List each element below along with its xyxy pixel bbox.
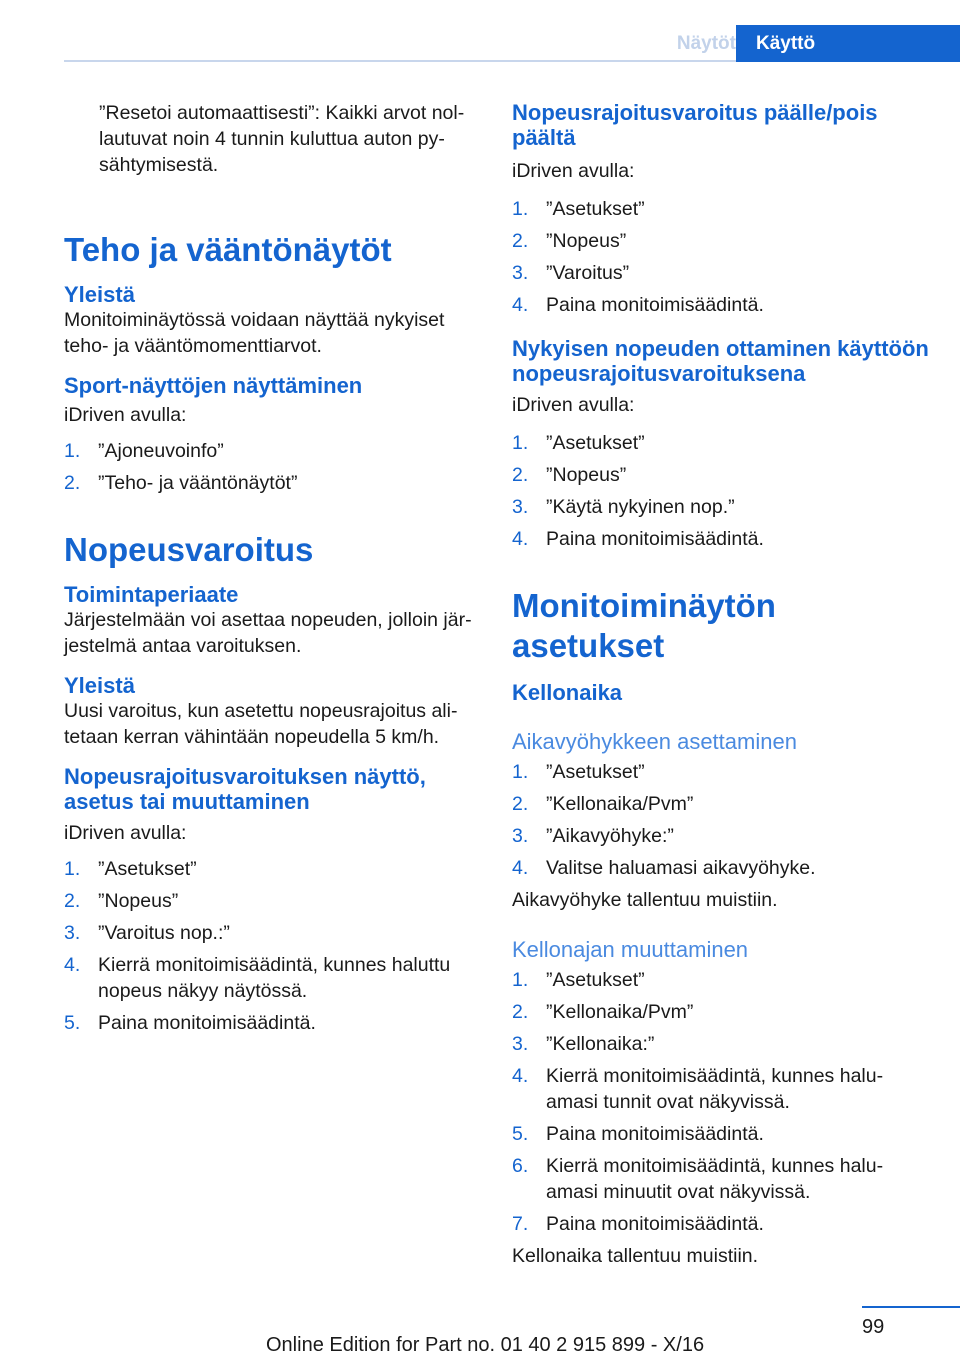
list-item: 4. Kierrä monitoimisäädintä, kunnes haluttu nopeus näkyy näytössä.: [64, 954, 451, 1002]
paragraph-teho: Monitoiminäytössä voidaan näyttää nykyiset teho- ja vääntömomenttiarvot.: [64, 309, 445, 357]
list-item: 3. ”Varoitus”: [512, 262, 630, 284]
steps-sport: [64, 438, 480, 496]
idrive-label-2: iDriven avulla:: [64, 822, 187, 844]
list-item: 4. Kierrä monitoimisäädintä, kunnes halu-amasi tunnit ovat näkyvissä.: [512, 1065, 884, 1113]
list-item: 2. ”Teho- ja vääntönäytöt”: [64, 472, 298, 494]
paragraph-yleista: Uusi varoitus, kun asetettu nopeusrajoitus ali-tetaan kerran vähintään nopeudella 5 km/h.: [64, 700, 458, 748]
steps-aikavyohyke: [512, 759, 932, 881]
tab-naytot[interactable]: Näytöt: [676, 33, 736, 54]
heading-kellonajan-muuttaminen: Kellonajan muuttaminen: [512, 937, 749, 962]
heading-yleista-1: Yleistä: [64, 282, 135, 307]
list-item: 5. Paina monitoimisäädintä.: [512, 1123, 764, 1145]
left-column: [64, 100, 480, 1042]
section-title-teho: Teho ja vääntönäytöt: [64, 231, 392, 268]
steps-kellonaika: [512, 967, 932, 1237]
list-item: 3. ”Aikavyöhyke:”: [512, 825, 674, 847]
edition-text: Online Edition for Part no. 01 40 2 915 899 - X/16: [266, 1334, 705, 1356]
steps-nopeusvaroitus: [64, 856, 480, 1036]
list-item: 1. ”Asetukset”: [512, 761, 645, 783]
note-aikavyohyke: Aikavyöhyke tallentuu muistiin.: [512, 889, 778, 911]
list-item: 2. ”Nopeus”: [512, 464, 627, 486]
heading-aikavyohyke: Aikavyöhykkeen asettaminen: [512, 729, 797, 754]
footer-rule: [862, 1306, 960, 1308]
list-item: 2. ”Kellonaika/Pvm”: [512, 793, 694, 815]
note-kellonaika: Kellonaika tallentuu muistiin.: [512, 1245, 759, 1267]
idrive-label-1: iDriven avulla:: [64, 404, 187, 426]
steps-nykyinen-nopeus: [512, 430, 932, 552]
list-item: 4. Paina monitoimisäädintä.: [512, 528, 764, 550]
list-item: 7. Paina monitoimisäädintä.: [512, 1213, 764, 1235]
steps-paalle-pois: [512, 196, 932, 318]
heading-sport-naytot: Sport-näyttöjen näyttäminen: [64, 373, 363, 398]
idrive-label-3: iDriven avulla:: [512, 160, 635, 182]
list-item: 4. Paina monitoimisäädintä.: [512, 294, 764, 316]
list-item: 1. ”Asetukset”: [512, 198, 645, 220]
list-item: 1. ”Asetukset”: [64, 858, 197, 880]
section-title-nopeusvaroitus: Nopeusvaroitus: [64, 531, 314, 568]
right-column: [512, 100, 932, 1269]
list-item: 2. ”Nopeus”: [64, 890, 179, 912]
list-item: 3. ”Varoitus nop.:”: [64, 922, 230, 944]
heading-nykyinen-nopeus: Nykyisen nopeuden ottaminen käyttöön nopeusrajoitusvaroituksena: [512, 336, 929, 386]
heading-nopeusrajoitus-naytto: Nopeusrajoitusvaroituksen näyttö, asetus tai muuttaminen: [64, 764, 426, 814]
intro-paragraph: ”Resetoi automaattisesti”: Kaikki arvot nol-lautuvat noin 4 tunnin kuluttua auton py-sähtymisestä.: [99, 102, 465, 176]
heading-kellonaika: Kellonaika: [512, 680, 623, 705]
heading-toimintaperiaate: Toimintaperiaate: [64, 582, 239, 607]
tab-kaytto[interactable]: Käyttö: [736, 25, 960, 62]
list-item: 3. ”Käytä nykyinen nop.”: [512, 496, 735, 518]
page-number: 99: [862, 1316, 885, 1338]
list-item: 6. Kierrä monitoimisäädintä, kunnes halu-amasi minuutit ovat näkyvissä.: [512, 1155, 884, 1203]
list-item: 1. ”Asetukset”: [512, 432, 645, 454]
list-item: 2. ”Kellonaika/Pvm”: [512, 1001, 694, 1023]
list-item: 5. Paina monitoimisäädintä.: [64, 1012, 316, 1034]
idrive-label-4: iDriven avulla:: [512, 394, 635, 416]
heading-paalle-pois: Nopeusrajoitusvaroitus päälle/pois päältä: [512, 100, 878, 150]
paragraph-toimintaperiaate: Järjestelmään voi asettaa nopeuden, jolloin jär-jestelmä antaa varoituksen.: [64, 609, 472, 657]
section-title-asetukset: Monitoiminäytön asetukset: [512, 587, 776, 664]
heading-yleista-2: Yleistä: [64, 673, 135, 698]
list-item: 1. ”Asetukset”: [512, 969, 645, 991]
list-item: 2. ”Nopeus”: [512, 230, 627, 252]
list-item: 3. ”Kellonaika:”: [512, 1033, 655, 1055]
list-item: 4. Valitse haluamasi aikavyöhyke.: [512, 857, 816, 879]
list-item: 1. ”Ajoneuvoinfo”: [64, 440, 224, 462]
